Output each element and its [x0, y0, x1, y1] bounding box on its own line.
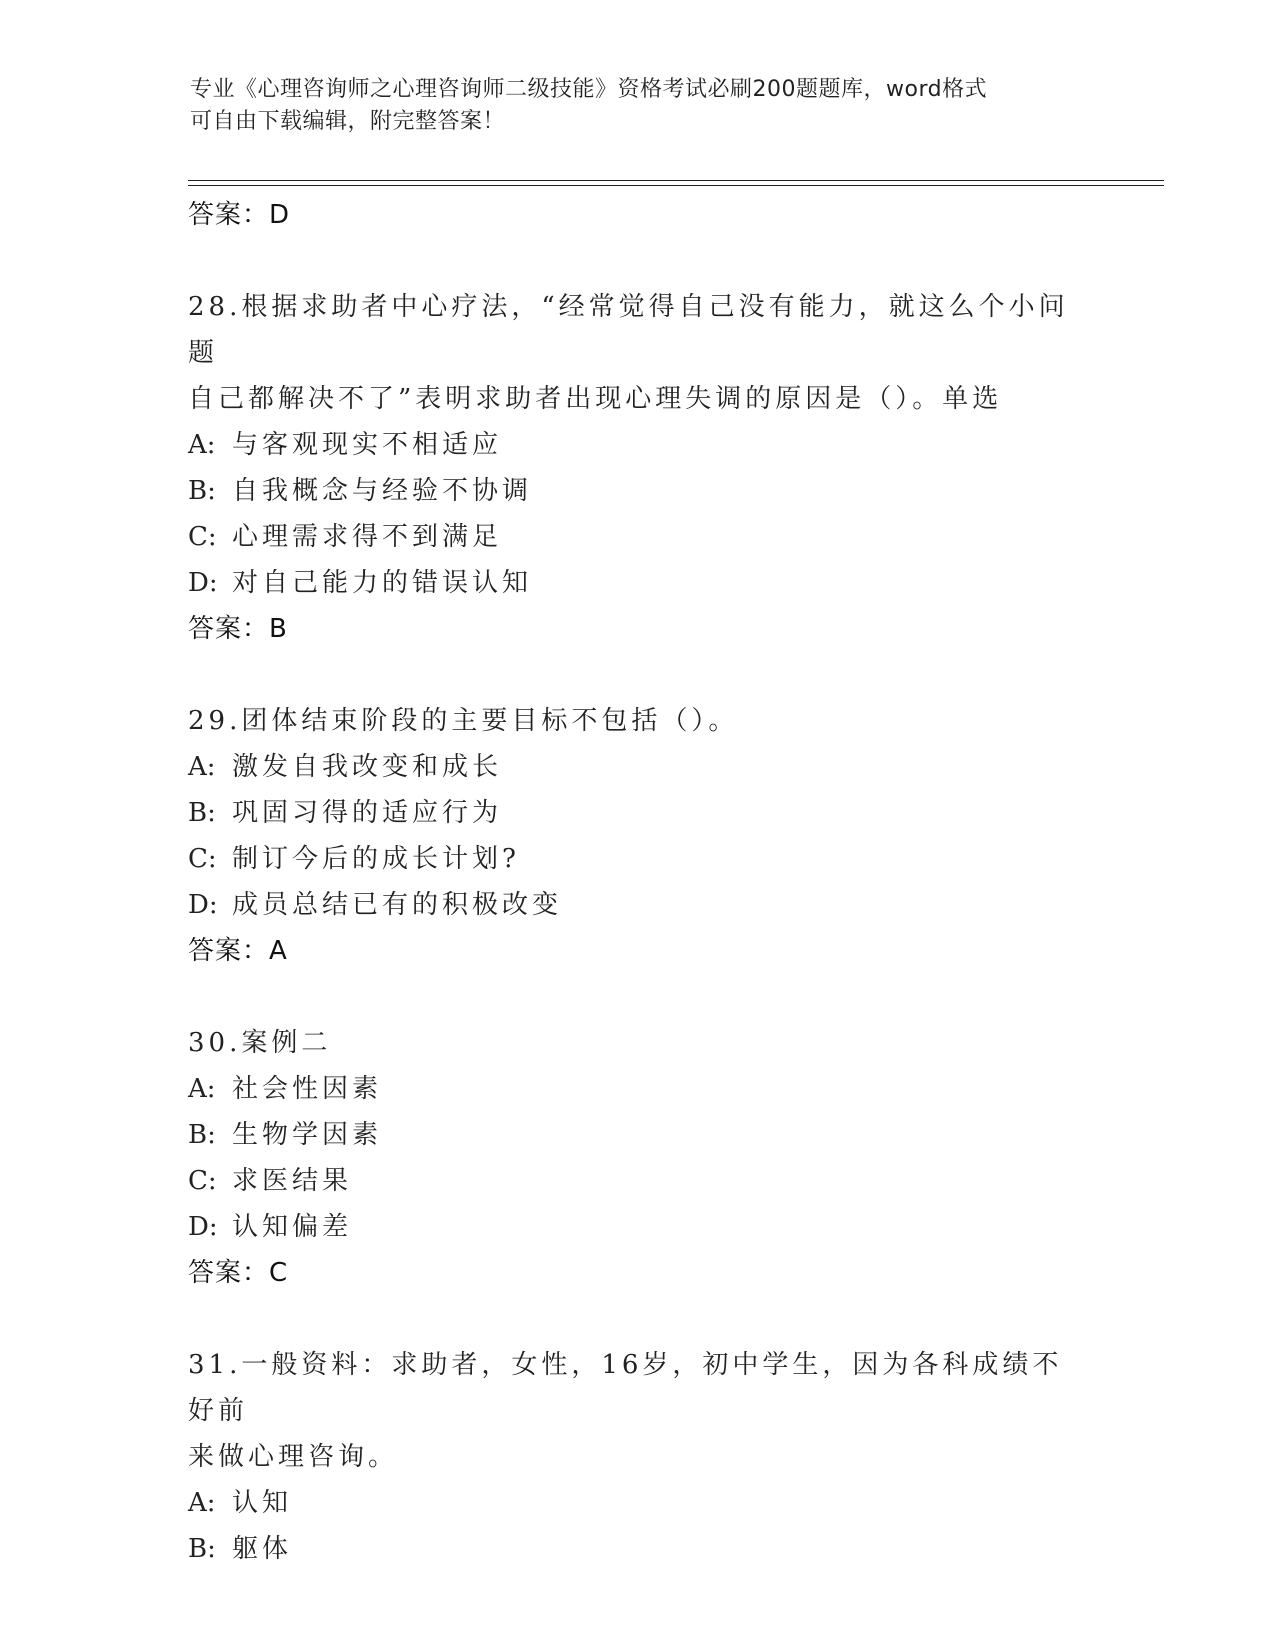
question-31 — [188, 1342, 1168, 1572]
question-30 — [188, 1020, 1168, 1250]
header-line-2: 可自由下载编辑，附完整答案！ — [190, 109, 506, 134]
option-key: C: — [188, 844, 217, 874]
question-text-line: 29.团体结束阶段的主要目标不包括（）。 — [188, 706, 739, 736]
option-key: D: — [188, 1212, 218, 1242]
question-text-line: 31.一般资料：求助者，女性，16岁，初中学生，因为各科成绩不好前 — [188, 1350, 1063, 1426]
question-28 — [188, 284, 1168, 606]
option-text: 成员总结已有的积极改变 — [232, 890, 563, 920]
header-line-1: 专业《心理咨询师之心理咨询师二级技能》资格考试必刷200题题库，word格式 — [190, 77, 988, 102]
option-text: 与客观现实不相适应 — [232, 430, 503, 460]
question-text-line: 28.根据求助者中心疗法，“经常觉得自己没有能力，就这么个小问题 — [188, 292, 1069, 368]
option-text: 社会性因素 — [232, 1074, 383, 1104]
option-text: 求医结果 — [232, 1166, 353, 1196]
option-c — [188, 514, 1168, 560]
option-a — [188, 1480, 1168, 1526]
option-a — [188, 422, 1168, 468]
option-text: 躯体 — [232, 1534, 293, 1564]
option-d — [188, 882, 1168, 928]
option-text: 自我概念与经验不协调 — [232, 476, 533, 506]
answer-line: 答案：A — [188, 936, 288, 966]
question-text-line: 来做心理咨询。 — [188, 1442, 399, 1472]
answer-line: 答案：B — [188, 614, 288, 644]
question-29 — [188, 698, 1168, 928]
option-text: 认知 — [232, 1488, 293, 1518]
option-key: C: — [188, 1166, 217, 1196]
option-d — [188, 1204, 1168, 1250]
option-c — [188, 1158, 1168, 1204]
header-divider-top — [188, 180, 1164, 181]
option-text: 巩固习得的适应行为 — [232, 798, 503, 828]
option-text: 生物学因素 — [232, 1120, 383, 1150]
option-key: A: — [188, 430, 216, 460]
option-text: 制订今后的成长计划? — [232, 844, 520, 874]
answer-line: 答案：D — [188, 200, 291, 230]
option-a — [188, 744, 1168, 790]
option-key: B: — [188, 798, 216, 828]
option-key: A: — [188, 1074, 216, 1104]
option-text: 对自己能力的错误认知 — [232, 568, 533, 598]
document-header — [190, 74, 1070, 138]
option-b — [188, 468, 1168, 514]
option-a — [188, 1066, 1168, 1112]
option-key: D: — [188, 890, 218, 920]
option-text: 激发自我改变和成长 — [232, 752, 503, 782]
option-b — [188, 790, 1168, 836]
answer-line: 答案：C — [188, 1258, 289, 1288]
option-key: A: — [188, 1488, 216, 1518]
option-key: A: — [188, 752, 216, 782]
question-text-line: 30.案例二 — [188, 1028, 332, 1058]
option-key: B: — [188, 1120, 216, 1150]
option-b — [188, 1112, 1168, 1158]
option-c — [188, 836, 1168, 882]
question-text-line: 自己都解决不了”表明求助者出现心理失调的原因是（）。单选 — [188, 384, 1003, 414]
option-text: 认知偏差 — [232, 1212, 353, 1242]
option-d — [188, 560, 1168, 606]
option-key: B: — [188, 1534, 216, 1564]
option-b — [188, 1526, 1168, 1572]
option-key: D: — [188, 568, 218, 598]
option-text: 心理需求得不到满足 — [232, 522, 503, 552]
option-key: C: — [188, 522, 217, 552]
option-key: B: — [188, 476, 216, 506]
document-body — [188, 192, 1168, 1572]
header-divider-bottom — [188, 185, 1164, 186]
